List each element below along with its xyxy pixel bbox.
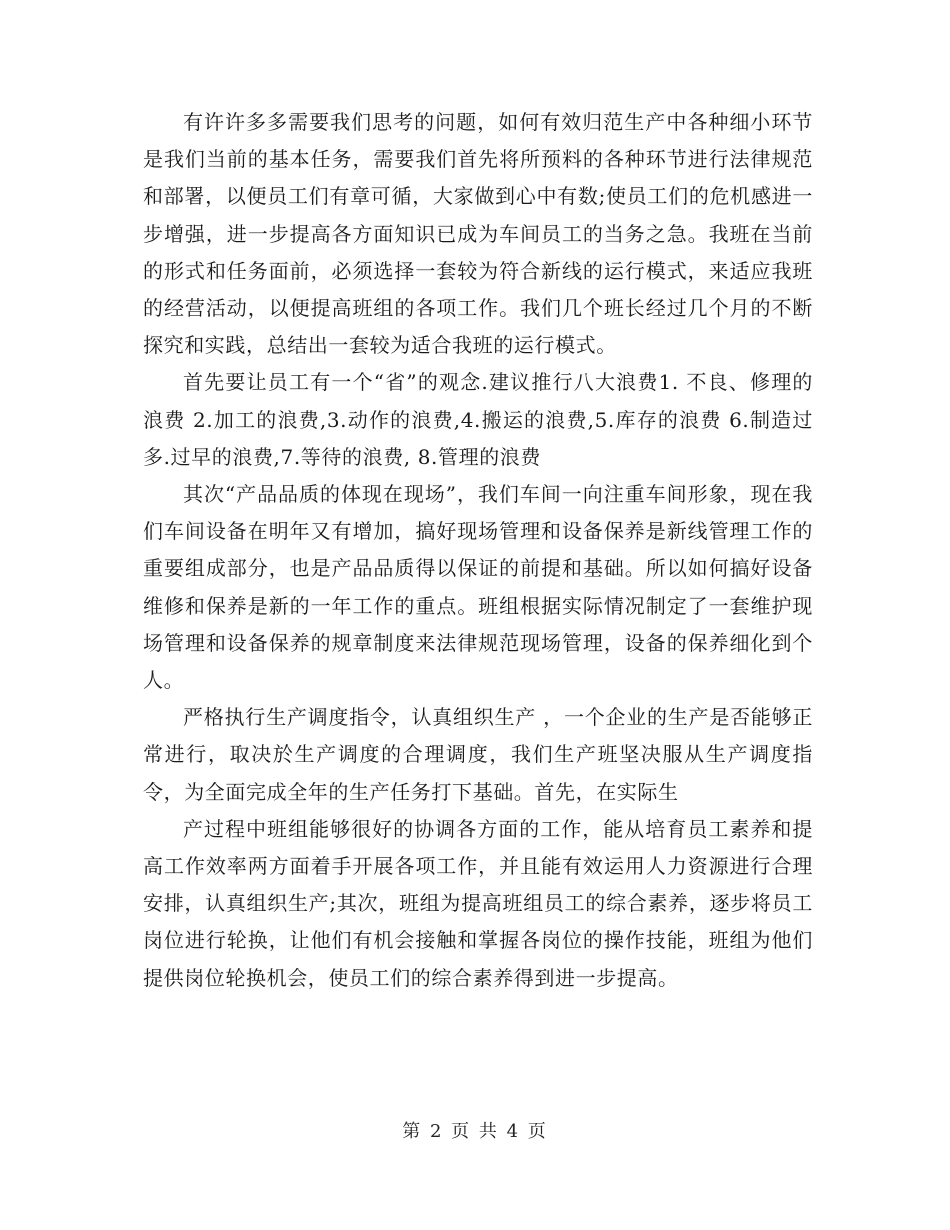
page-number-footer: 第 2 页 共 4 页 [402, 1121, 548, 1142]
paragraph-scheduling: 严格执行生产调度指令，认真组织生产 ，一个企业的生产是否能够正常进行，取决於生产调度的合理调度，我们生产班坚决服从生产调度指令，为全面完成全年的生产任务打下基础。首先，在实际生 [143, 705, 813, 804]
paragraph-coordination: 产过程中班组能够很好的协调各方面的工作，能从培育员工素养和提高工作效率两方面着手开展各项工作，并且能有效运用人力资源进行合理安排，认真组织生产;其次，班组为提高班组员工的综合素养，逐步将员工岗位进行轮换，让他们有机会接触和掌握各岗位的操作技能，班组为他们提供岗位轮换机会，使员工们的综合素养得到进一步提高。 [143, 816, 813, 990]
paragraph-waste-list: 首先要让员工有一个“省”的观念.建议推行八大浪费1. 不良、修理的浪费 2.加工的浪费,3.动作的浪费,4.搬运的浪费,5.库存的浪费 6.制造过多.过早的浪费,7.等待的浪费, 8.管理的浪费 [143, 370, 813, 469]
document-body [143, 104, 813, 997]
paragraph-intro: 有许许多多需要我们思考的问题，如何有效归范生产中各种细小环节是我们当前的基本任务，需要我们首先将所预料的各种环节进行法律规范和部署，以便员工们有章可循，大家做到心中有数;使员工们的危机感进一步增强，进一步提高各方面知识已成为车间员工的当务之急。我班在当前的形式和任务面前，必须选择一套较为符合新线的运行模式，来适应我班的经营活动，以便提高班组的各项工作。我们几个班长经过几个月的不断探究和实践，总结出一套较为适合我班的运行模式。 [143, 110, 813, 358]
paragraph-quality: 其次“产品品质的体现在现场”，我们车间一向注重车间形象，现在我们车间设备在明年又有增加，搞好现场管理和设备保养是新线管理工作的重要组成部分，也是产品品质得以保证的前提和基础。所以如何搞好设备维修和保养是新的一年工作的重点。班组根据实际情况制定了一套维护现场管理和设备保养的规章制度来法律规范现场管理，设备的保养细化到个人。 [143, 482, 813, 693]
